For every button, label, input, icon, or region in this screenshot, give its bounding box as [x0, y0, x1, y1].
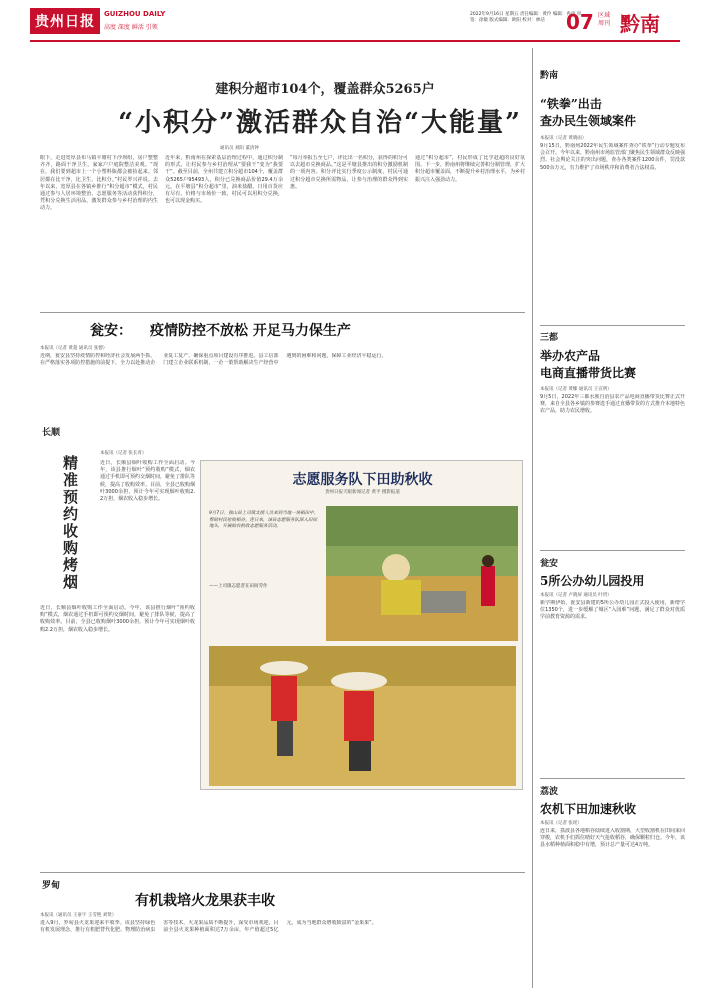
sandu-body: 9月5日，2022年三都水族自治县农产品电商直播带货比赛正式开赛，来自全县各乡镇的参赛选手通过直播带货的方式推介本地特色农产品，助力农民增收。 — [540, 394, 685, 415]
libo-headline: 农机下田加速秋收 — [540, 802, 637, 816]
photo-credit: 贵州日报天眼新闻记者 黄平 摄影报道 — [325, 490, 400, 495]
harvest-photo-2 — [209, 646, 516, 786]
wengan-place: 瓮安 — [540, 559, 559, 569]
lead-byline: 通讯员 刘阳 董清钟 — [220, 146, 259, 151]
harvest-photo-1 — [326, 506, 518, 641]
changshun-byline: 本报讯（记者 张长青） — [100, 451, 147, 456]
libo-body: 连日来，荔波县各地稻谷陆续进入收割期，大型收割机在田间来回穿梭，农机手们抓住晴好天气抢收稻谷，确保颗粒归仓。今年，该县水稻种植面积稳中有增，预计总产量可达4万吨。 — [540, 828, 685, 849]
masthead-rule — [30, 40, 680, 42]
wengan-body: 新学期伊始，瓮安县新建的5所公办幼儿园正式投入使用，新增学位1350个，进一步缓解了城区“入园难”问题，满足了群众对优质学前教育资源的需求。 — [540, 600, 685, 621]
epidemic-body: 近期，瓮安县坚持疫情防控和经济社会发展两手抓，在严格落实各项防控措施的前提下，全力以赴推动企业复工复产，确保重点项目建设有序推进。县工信部门建立企业联系机制，一企一策帮助解决生产经营中遇到的困难和问题，保障工业经济平稳运行。 — [40, 353, 387, 367]
lead-headline: “小积分”激活群众自治“大能量” — [118, 108, 522, 138]
luodian-byline: 本报讯（通讯员 王豪宇 王雪艳 刘贤） — [40, 913, 117, 918]
paper-slogan: 高度 深度 鲜活 引领 — [104, 24, 158, 31]
changshun-place: 长顺 — [42, 428, 61, 438]
section-divider — [40, 312, 525, 313]
changshun-headline: 精准预约收购烤烟 — [61, 455, 79, 591]
column-divider — [532, 48, 533, 988]
section-title: 黔南 — [620, 12, 660, 36]
page-number: 07 — [566, 10, 594, 34]
photo-feature — [200, 460, 523, 790]
qiannan-body: 9月15日，黔南州2022年民生领域案件查办“铁拳”行动专题发布会召开。今年以来，黔南州市场监管部门聚焦民生领域群众反映强烈、社会舆论关注的突出问题，查办各类案件1200余件，罚没款500余万元，有力维护了市场秩序和消费者合法权益。 — [540, 143, 685, 171]
qiannan-headline: “铁拳”出击 — [540, 97, 602, 111]
section-divider — [540, 550, 685, 551]
lead-column-2: 近年来，黔南州在探索基层治理过程中，通过积分制的形式，让村民参与乡村治理从“要我干”变为“我要干”。截至目前，全州共建立积分超市104个，覆盖群众5265户95493人，积分已兑换商品价值29.4万余元。在平塘县“积分超市”里，油米盐醋、日用百货应有尽有，价格与市场价一致，村民可以用积分兑换，也可以现金购买。 — [165, 155, 283, 205]
luodian-body: 进入9月，罗甸县火龙果迎来丰收季。该县坚持绿色有机发展理念，推行有机肥替代化肥、物理防治病虫害等技术，火龙果品质不断提升，深受市场欢迎。目前全县火龙果种植面积达7万余亩，年产值超过5亿元，成为当地群众增收致富的“金果果”。 — [40, 920, 377, 934]
libo-place: 荔波 — [540, 787, 559, 797]
luodian-place: 罗甸 — [42, 881, 61, 891]
qiannan-headline-2: 查办民生领域案件 — [540, 114, 637, 128]
libo-byline: 本报讯（记者 张瑶） — [540, 821, 582, 826]
wengan-byline: 本报讯（记者 卢晓屏 通讯员 叶玥） — [540, 593, 612, 598]
photo-caption: 9月7日，独山县上司镇支援人员来到当地一块稻田中，帮助村民抢收稻谷。连日来，该县志愿服务队深入田间地头，开展助农秋收志愿服务活动。 — [209, 511, 319, 529]
epidemic-headline: 疫情防控不放松 开足马力保生产 — [150, 323, 351, 339]
sandu-byline: 本报讯（记者 黄臻 通讯员 王宣明） — [540, 387, 612, 392]
section-divider — [40, 872, 525, 873]
wengan-headline: 5所公办幼儿园投用 — [540, 574, 645, 588]
photo-caption-2: ——上司镇志愿者在田间劳作 — [209, 584, 268, 589]
photo-headline: 志愿服务队下田助秋收 — [292, 472, 433, 488]
qiannan-byline: 本报讯（记者 黄晓雨） — [540, 136, 587, 141]
epidemic-place: 瓮安： — [90, 323, 132, 339]
epidemic-byline: 本报讯（记者 黄超 通讯员 张德） — [40, 346, 108, 351]
luodian-headline: 有机栽培火龙果获丰收 — [135, 893, 275, 909]
sandu-headline-2: 电商直播带货比赛 — [540, 366, 637, 380]
section-divider — [540, 778, 685, 779]
changshun-body-top: 近日，长顺县烟叶收购工作全面启动。今年，该县推行烟叶“预约收购”模式，烟农通过手机即可预约交烟时间，避免了排队等候，提高了收购效率。目前，全县已收购烟叶3000余担，预计今年可实现烟叶收购2.2万担，烟农收入稳步增长。 — [100, 460, 195, 503]
lead-column-1: 眼下，走进宽厚县布马镇平塘村下沙坝组，房户整整齐齐，路面干净卫生，家家户户庭院整洁美观。“现在，我们要到超市上一个小塑料瓶都会被捡起来。邻居都在比干净，比卫生，比积分。”村民罗兴祥说。去年以来，宽厚县在各镇乡推行“积分超市”模式，村民通过参与人居环境整治、志愿服务等活动获得积分，凭积分兑换生活用品，激发群众参与乡村治理的内生动力。 — [40, 155, 158, 212]
sandu-place: 三都 — [540, 333, 559, 343]
newspaper-logo: 贵州日报 — [30, 8, 100, 34]
qiannan-place: 黔南 — [540, 71, 559, 81]
section-divider — [540, 325, 685, 326]
lead-column-3: “每月举报五至七户，评比出一名积分，获得的积分可以去超市兑换商品。”这是平塘县推出的积分激励机制的一项内容。积分评比实行季度公示制度，村民可通过积分超市兑换所需物品，让参与治理的群众得到实惠。 — [290, 155, 408, 190]
paper-english-name: GUIZHOU DAILY — [104, 10, 166, 18]
section-label: 区域 周刊 — [598, 12, 611, 27]
lead-kicker: 建积分超市104个，覆盖群众5265户 — [215, 82, 435, 97]
changshun-body: 近日，长顺县烟叶收购工作全面启动。今年，该县推行烟叶“预约收购”模式，烟农通过手机即可预约交烟时间，避免了排队等候，提高了收购效率。目前，全县已收购烟叶3000余担，预计今年可实现烟叶收购2.2万担，烟农收入稳步增长。 — [40, 605, 195, 633]
sandu-headline: 举办农产品 — [540, 349, 601, 363]
lead-column-4: 通过“积分超市”，村民形成了比学赶超的良好氛围。下一步，黔南州将继续完善积分制管理，扩大积分超市覆盖面，不断提升乡村治理水平，为乡村振兴注入强劲动力。 — [415, 155, 525, 183]
date-line: 2022年9月16日 星期五 责任编辑：黄伶 编辑：冉冉 审签：徐敏 版式编辑：欧阳 校对：林洁 — [470, 12, 582, 23]
